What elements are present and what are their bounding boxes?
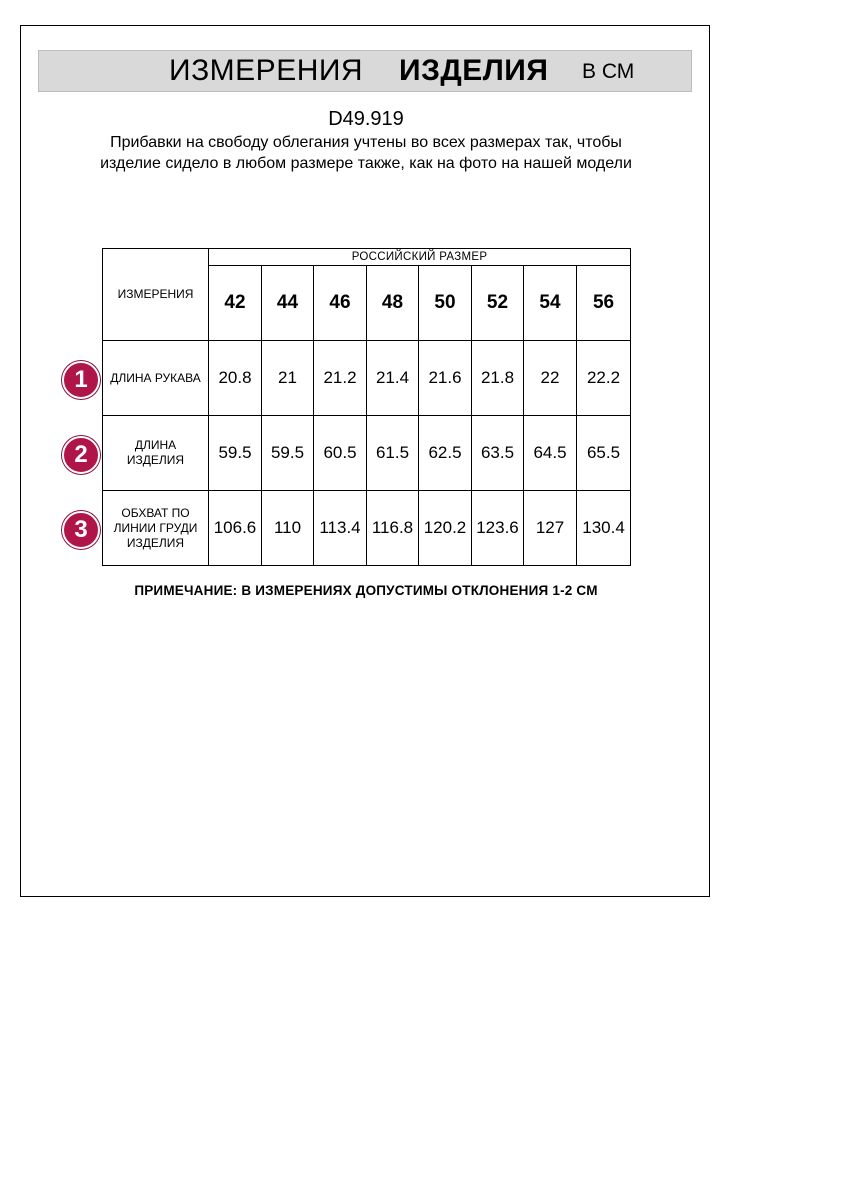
table-cell: 113.4 (314, 491, 367, 566)
table-cell: 22.2 (577, 341, 631, 416)
size-header: 44 (262, 266, 314, 341)
table-cell: 59.5 (262, 416, 314, 491)
table-cell: 116.8 (367, 491, 419, 566)
table-cell: 106.6 (209, 491, 262, 566)
table-row (103, 341, 631, 416)
size-header: 48 (367, 266, 419, 341)
row-number-badge: 2 (62, 436, 100, 474)
article-number: D49.919 (328, 108, 404, 130)
table-cell: 21.4 (367, 341, 419, 416)
size-header: 42 (209, 266, 262, 341)
row-label-sleeve-length: ДЛИНА РУКАВА (103, 341, 209, 416)
title-product: ИЗДЕЛИЯ (399, 54, 549, 87)
row-label-chest-girth: ОБХВАТ ПО ЛИНИИ ГРУДИ ИЗДЕЛИЯ (103, 491, 209, 566)
table-cell: 21.6 (419, 341, 472, 416)
table-cell: 60.5 (314, 416, 367, 491)
fit-allowance-note: Прибавки на свободу облегания учтены во всех размерах так, чтобы изделие сидело в любом размере также, как на фото на нашей модели (100, 134, 632, 172)
table-cell: 59.5 (209, 416, 262, 491)
table-cell: 110 (262, 491, 314, 566)
title-units: В СМ (582, 60, 635, 83)
table-cell: 120.2 (419, 491, 472, 566)
table-cell: 61.5 (367, 416, 419, 491)
table-row (103, 416, 631, 491)
table-cell: 62.5 (419, 416, 472, 491)
title-banner (38, 50, 692, 92)
table-cell: 65.5 (577, 416, 631, 491)
table-cell: 127 (524, 491, 577, 566)
size-header: 54 (524, 266, 577, 341)
table-cell: 21.8 (472, 341, 524, 416)
row-number-badge: 3 (62, 511, 100, 549)
table-cell: 21 (262, 341, 314, 416)
tolerance-note: ПРИМЕЧАНИЕ: В ИЗМЕРЕНИЯХ ДОПУСТИМЫ ОТКЛОНЕНИЯ 1-2 СМ (134, 583, 598, 598)
table-cell: 123.6 (472, 491, 524, 566)
row-number-badge: 1 (62, 361, 100, 399)
size-system-header: РОССИЙСКИЙ РАЗМЕР (209, 249, 631, 266)
size-header: 52 (472, 266, 524, 341)
table-row (103, 491, 631, 566)
size-header: 56 (577, 266, 631, 341)
table-cell: 130.4 (577, 491, 631, 566)
row-label-garment-length: ДЛИНА ИЗДЕЛИЯ (103, 416, 209, 491)
measurements-header: ИЗМЕРЕНИЯ (103, 249, 209, 341)
table-cell: 64.5 (524, 416, 577, 491)
table-cell: 63.5 (472, 416, 524, 491)
table-cell: 20.8 (209, 341, 262, 416)
table-cell: 22 (524, 341, 577, 416)
size-header: 50 (419, 266, 472, 341)
table-cell: 21.2 (314, 341, 367, 416)
size-chart-table (102, 248, 631, 566)
title-measurements: ИЗМЕРЕНИЯ (169, 54, 364, 87)
size-header: 46 (314, 266, 367, 341)
